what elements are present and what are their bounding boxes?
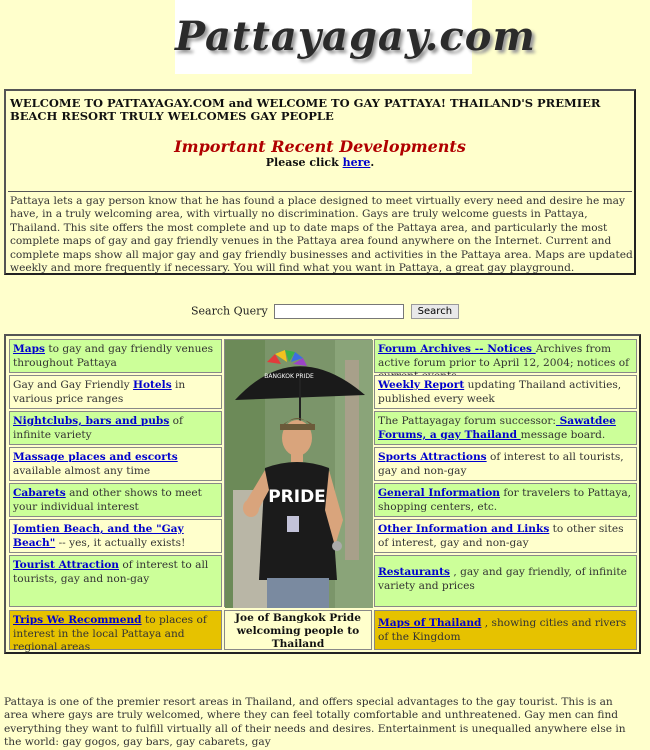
cell-text: of interest to all tourists, gay and non-gay [13,559,209,585]
cell-text: for travelers to Pattaya, shopping centers, etc. [378,487,631,513]
important-developments-title: Important Recent Developments [174,137,466,156]
cell-text: available almost any time [13,464,151,477]
trips-link[interactable]: Trips We Recommend [13,614,142,626]
restaurants-link[interactable]: Restaurants [378,566,450,578]
cell-text: to places of interest in the local Pattaya and regional areas [13,614,207,653]
general-information-link[interactable]: General Information [378,487,501,499]
cell-forum-archives [374,339,637,373]
cell-hotels [9,375,222,409]
maps-link[interactable]: Maps [13,343,45,355]
tourist-attraction-link[interactable]: Tourist Attraction [13,559,119,571]
link-grid [4,334,641,654]
maps-of-thailand-link[interactable]: Maps of Thailand [378,617,482,629]
massage-link[interactable]: Massage places and escorts [13,451,178,463]
search-form [0,304,650,319]
cell-text: in various price ranges [13,379,186,405]
please-click-text: Please click [265,156,343,169]
please-click-line [6,156,634,169]
cell-pre-text: The Pattayagay forum successor: [378,415,556,427]
cell-text: and other shows to meet your individual interest [13,487,202,513]
cell-text: -- yes, it actually exists! [55,536,186,549]
cell-trips [9,610,222,653]
photo-caption: Joe of Bangkok Pride welcoming people to Thailand [224,610,372,650]
site-logo [175,0,536,74]
cell-text: updating Thailand activities, published every week [378,379,622,405]
cell-text: , showing cities and rivers of the Kingdom [378,617,627,643]
cell-text: to gay and gay friendly venues throughout Pattaya [13,343,214,369]
joe-photo [224,339,372,607]
cell-text: to other sites of interest, gay and non-gay [378,523,624,549]
cell-text: of interest to all tourists, gay and non-gay [378,451,624,477]
umbrella-text: BANGKOK PRIDE [264,373,314,380]
jomtien-beach-link[interactable]: Jomtien Beach, and the "Gay Beach" [13,523,184,549]
welcome-box [4,89,636,275]
search-label: Search Query [190,304,268,318]
cell-sports-attractions [374,447,637,481]
cell-maps [9,339,222,373]
welcome-body-text: Pattaya lets a gay person know that he has found a place designed to meet virtually every need and desire he may have, in a truly welcoming area, with virtually no discrimination. Gays are truly welcome guests in Pattaya, Thailand. This site offers the most complete and up to date maps of the Pattaya area, and particularly the most complete maps of gay and gay friendly venues in the Pattaya area found anywhere on the Internet. Current and complete maps show all major gay and gay friendly businesses and activities in the Pattaya area. Maps are updated weekly and more frequently if necessary. You will find what you want in Pattaya, a great gay playground. [10,195,633,275]
cell-text: , gay and gay friendly, of infinite variety and prices [378,566,627,592]
cell-massage [9,447,222,481]
other-information-link[interactable]: Other Information and Links [378,523,550,535]
cell-text: message board. [520,428,606,441]
cell-general-information [374,483,637,517]
sports-attractions-link[interactable]: Sports Attractions [378,451,487,463]
cell-cabarets [9,483,222,517]
cell-pre-text: Gay and Gay Friendly [13,379,133,391]
photo-illustration [225,340,373,608]
hotels-link[interactable]: Hotels [132,379,172,391]
cell-text: of infinite variety [13,415,183,441]
here-link[interactable]: here [342,156,371,169]
period-text: . [370,156,375,169]
bottom-paragraph: Pattaya is one of the premier resort areas in Thailand, and offers special advantages to the gay tourist. This is an area where gays are truly welcomed, where they can feel totally comfortable and unthreatened. Gay men can find everything they want to fulfill virtually all of their needs and desires. Entertainment is unequalled anywhere else in the world: gay gogos, gay bars, gay cabarets, gay [4,696,626,749]
shirt-text: PRIDE [268,487,326,507]
cell-text: Archives from active forum prior to April 12, 2004; notices of [378,343,630,369]
logo-text: Pattayagay.com [175,13,536,60]
cabarets-link[interactable]: Cabarets [13,487,66,499]
cell-tourist-attraction [9,555,222,607]
cell-jomtien-beach [9,519,222,553]
welcome-divider [8,191,632,192]
cell-maps-of-thailand [374,610,637,650]
forum-archives-link[interactable]: Forum Archives -- Notices [378,343,536,355]
search-input[interactable] [274,304,404,319]
sawatdee-forums-link[interactable]: Sawatdee Forums, a gay Thailand [378,415,616,441]
cell-sawatdee-forums [374,411,637,445]
cell-nightclubs [9,411,222,445]
nightclubs-link[interactable]: Nightclubs, bars and pubs [13,415,170,427]
weekly-report-link[interactable]: Weekly Report [378,379,465,391]
cell-weekly-report [374,375,637,409]
welcome-heading: WELCOME TO PATTAYAGAY.COM and WELCOME TO GAY PATTAYA! THAILAND'S PREMIER BEACH RESORT TRULY WELCOMES GAY PEOPLE [10,96,601,123]
search-button[interactable]: Search [411,304,459,319]
cell-restaurants [374,555,637,607]
cell-other-information [374,519,637,553]
